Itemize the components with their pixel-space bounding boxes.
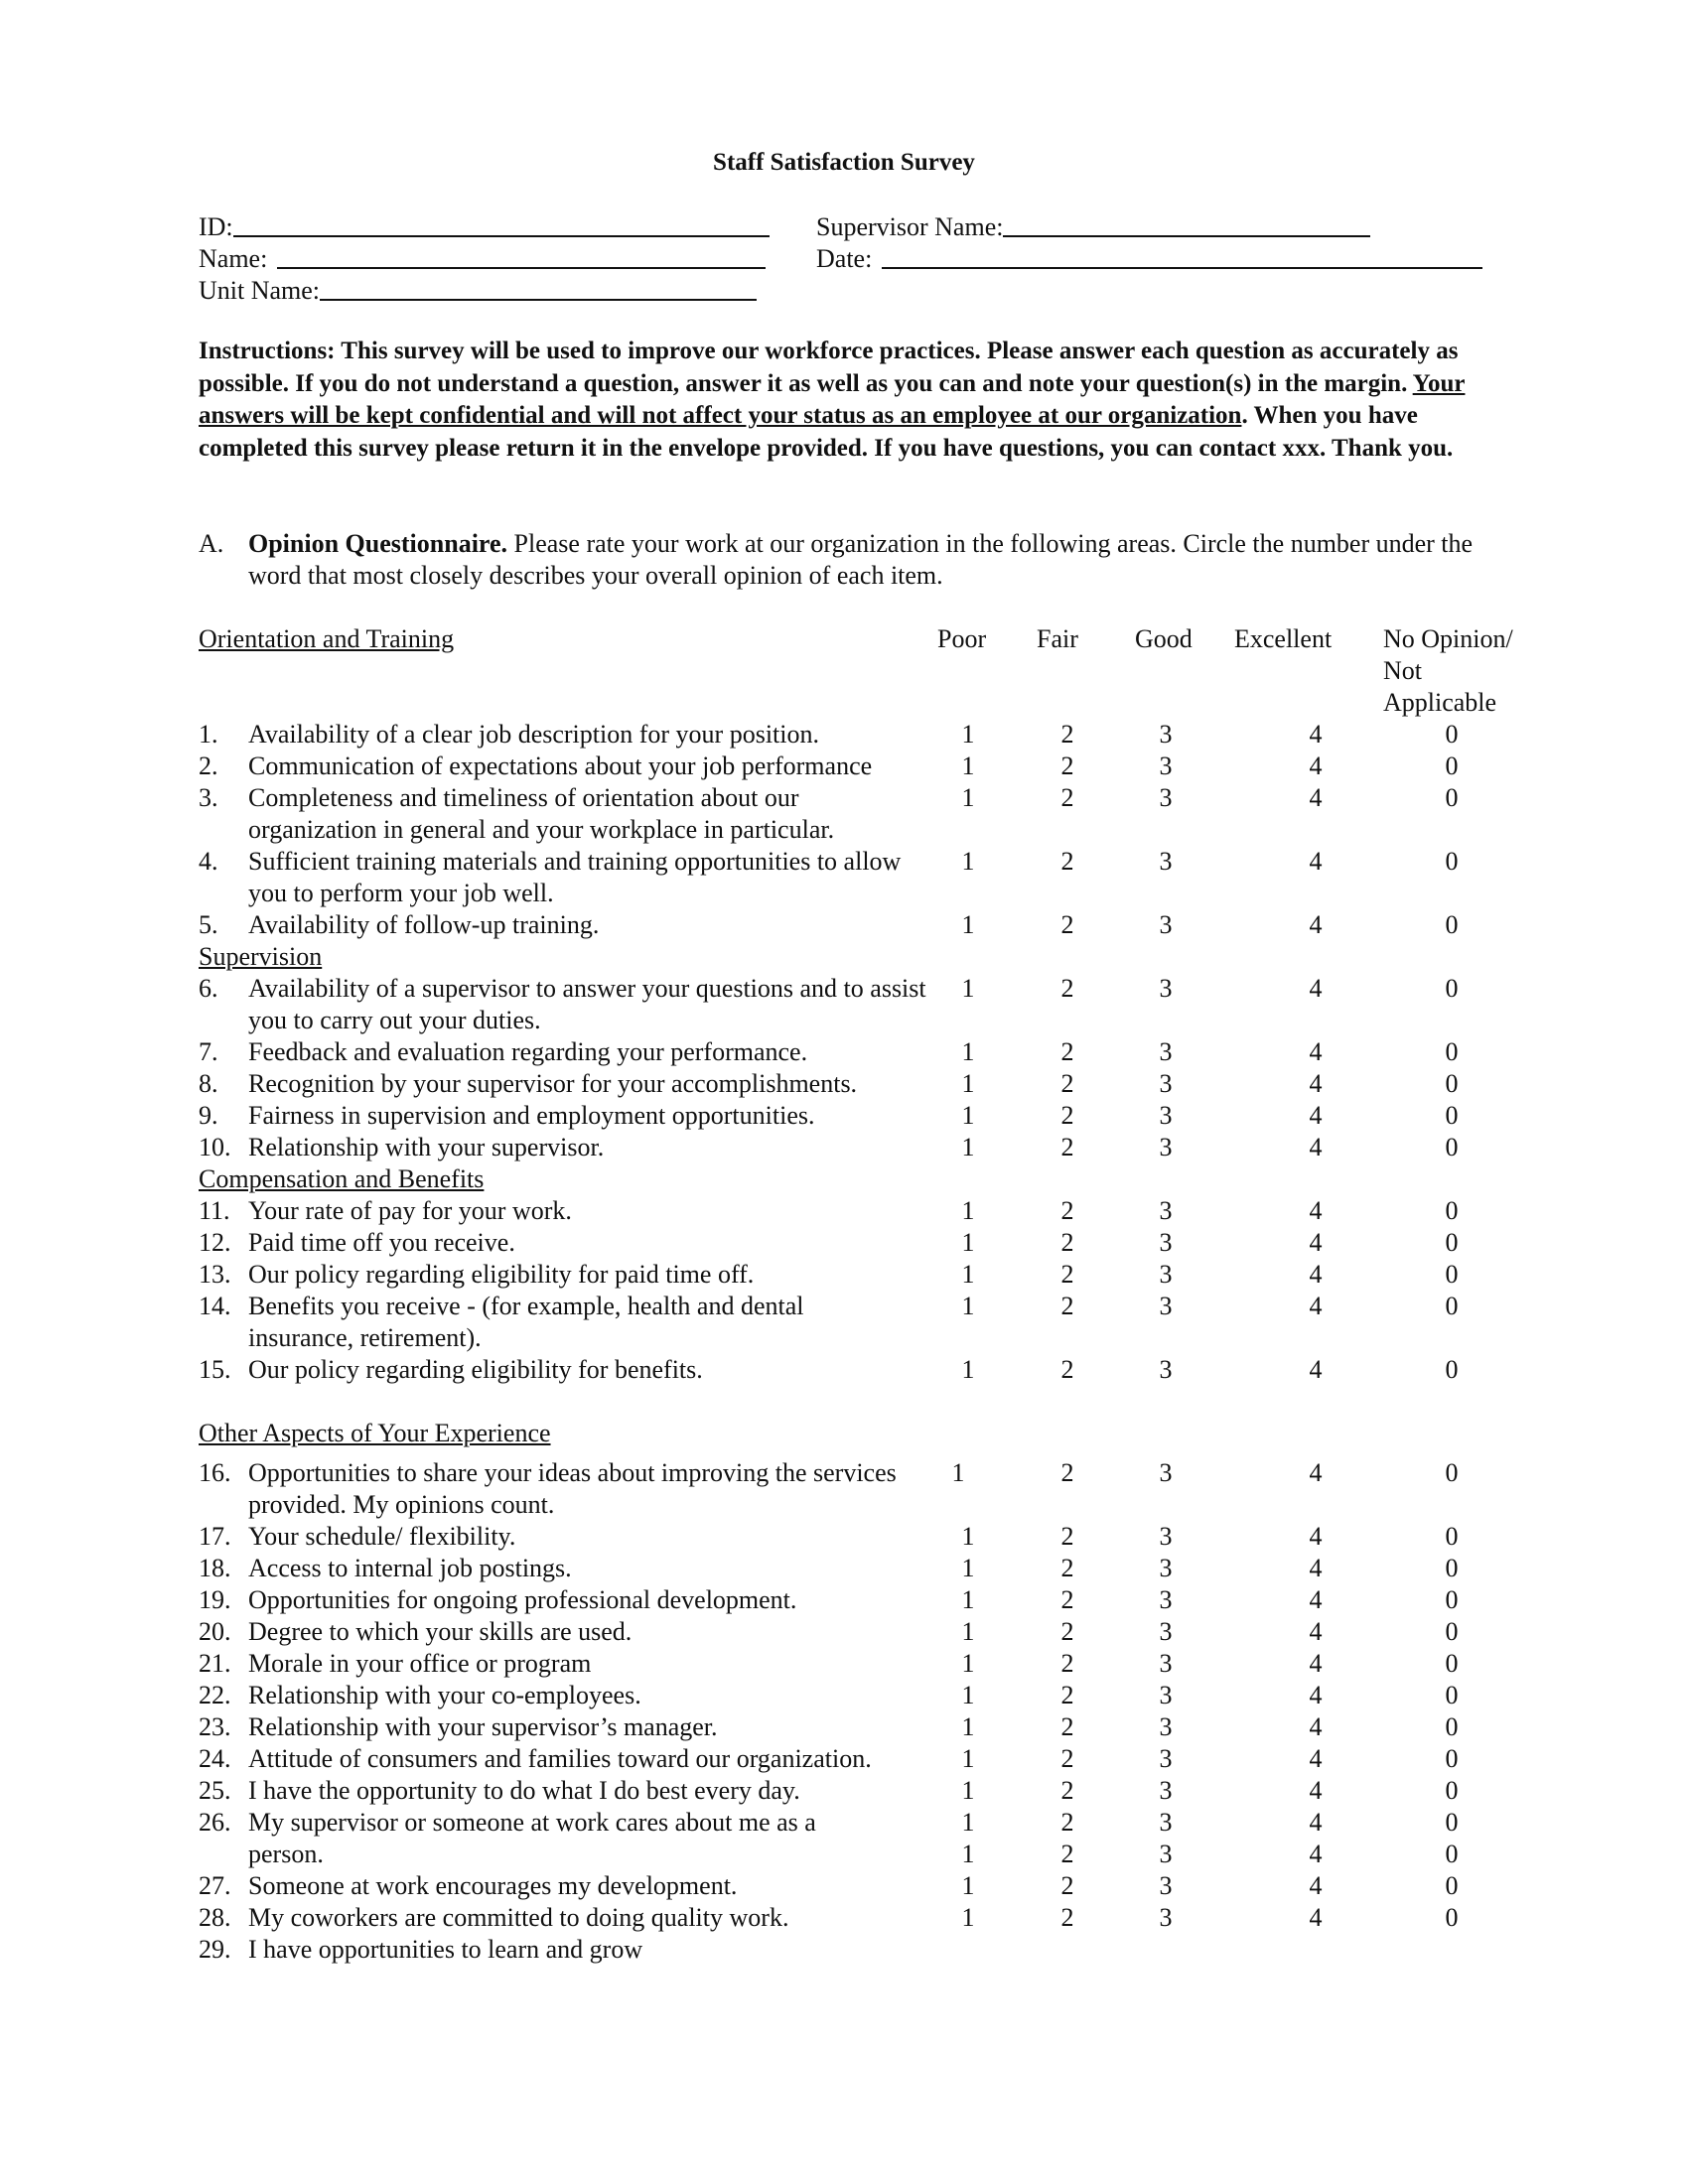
rating-1[interactable]: 1 xyxy=(961,1133,975,1161)
rating-4[interactable]: 4 xyxy=(1309,1808,1323,1837)
rating-3[interactable]: 3 xyxy=(1159,910,1173,939)
rating-4[interactable]: 4 xyxy=(1309,1871,1323,1900)
col-header-good: Good xyxy=(1135,624,1193,653)
rating-3[interactable]: 3 xyxy=(1159,1649,1173,1678)
rating-1[interactable]: 1 xyxy=(961,783,975,812)
rating-2[interactable]: 2 xyxy=(1060,783,1074,812)
rating-0[interactable]: 0 xyxy=(1445,1037,1459,1066)
rating-0[interactable]: 0 xyxy=(1445,1681,1459,1709)
rating-1[interactable]: 1 xyxy=(961,1808,975,1837)
rating-0[interactable]: 0 xyxy=(1445,1522,1459,1551)
rating-1[interactable]: 1 xyxy=(961,1649,975,1678)
rating-2[interactable]: 2 xyxy=(1060,847,1074,876)
instructions-text: Instructions: This survey will be used to improve our workforce practices. Please answer each question as accurately as possible. If you do not understand a question, answer it as well as you can and note your question(s) in the margin. xyxy=(199,338,1459,397)
rating-4[interactable]: 4 xyxy=(1309,847,1323,876)
rating-2[interactable]: 2 xyxy=(1060,1903,1074,1932)
instructions-closing: . When you have completed this survey please return it in the envelope provided. If you have questions, you can contact xxx. Thank you. xyxy=(199,402,1454,462)
rating-1[interactable]: 1 xyxy=(961,847,975,876)
rating-1[interactable]: 1 xyxy=(961,1037,975,1066)
supervisor-name-field[interactable] xyxy=(816,212,1370,242)
rating-3[interactable]: 3 xyxy=(1159,847,1173,876)
rating-1[interactable]: 1 xyxy=(961,1292,975,1320)
rating-2[interactable]: 2 xyxy=(1060,1228,1074,1257)
rating-4[interactable]: 4 xyxy=(1309,1458,1323,1487)
rating-3[interactable]: 3 xyxy=(1159,1554,1173,1582)
rating-2[interactable]: 2 xyxy=(1060,1744,1074,1773)
rating-3[interactable]: 3 xyxy=(1159,1196,1173,1225)
rating-1[interactable]: 1 xyxy=(961,1228,975,1257)
rating-0[interactable]: 0 xyxy=(1445,1840,1459,1868)
supervisor-name-line[interactable] xyxy=(1003,234,1370,237)
rating-0[interactable]: 0 xyxy=(1445,910,1459,939)
rating-2[interactable]: 2 xyxy=(1060,720,1074,749)
date-field[interactable] xyxy=(816,244,1482,274)
rating-4[interactable]: 4 xyxy=(1309,1196,1323,1225)
rating-4[interactable]: 4 xyxy=(1309,1585,1323,1614)
rating-2[interactable]: 2 xyxy=(1060,1133,1074,1161)
rating-1[interactable]: 1 xyxy=(961,1712,975,1741)
date-line[interactable] xyxy=(882,266,1482,269)
rating-0[interactable]: 0 xyxy=(1445,1458,1459,1487)
rating-1[interactable]: 1 xyxy=(961,1776,975,1805)
category-orientation: Orientation and Training xyxy=(199,624,455,653)
rating-3[interactable]: 3 xyxy=(1159,720,1173,749)
rating-1[interactable]: 1 xyxy=(961,1903,975,1932)
rating-2[interactable]: 2 xyxy=(1060,751,1074,780)
section-a xyxy=(199,528,1509,592)
rating-3[interactable]: 3 xyxy=(1159,1871,1173,1900)
rating-3[interactable]: 3 xyxy=(1159,1712,1173,1741)
section-a-heading: Opinion Questionnaire. xyxy=(248,529,508,558)
rating-2[interactable]: 2 xyxy=(1060,1585,1074,1614)
rating-0[interactable]: 0 xyxy=(1445,1196,1459,1225)
rating-4[interactable]: 4 xyxy=(1309,1101,1323,1130)
rating-4[interactable]: 4 xyxy=(1309,1776,1323,1805)
rating-1[interactable]: 1 xyxy=(961,751,975,780)
name-label: Name: xyxy=(199,244,268,273)
rating-3[interactable]: 3 xyxy=(1159,1292,1173,1320)
rating-0[interactable]: 0 xyxy=(1445,1069,1459,1098)
rating-4[interactable]: 4 xyxy=(1309,1037,1323,1066)
rating-1[interactable]: 1 xyxy=(961,910,975,939)
rating-2[interactable]: 2 xyxy=(1060,1260,1074,1289)
section-a-text: Please rate your work at our organization in the following areas. Circle the number under the word that most closely describes your overall opinion of each item. xyxy=(248,529,1474,590)
survey-page: Staff Satisfaction Survey ID: Name: Unit Name: Supervisor Name: Date: Instructions: This survey will be used to improve our workforce practices. Please answer each question as accurately as possible. If you do not understand a question, answer it as well as you can and note your question(s) in the margin. Your answers will be kept confidential and will not affect your status as an employee at our organization. When you have completed this survey please return it in the envelope provided. If you have questions, you can contact xxx. Thank you. A. Opinion Questionnaire. Please rate your work at our organization in the following areas. Circle the number under the word that most closely describes your overall opinion of each item. Orientation and Training Poor Fair Good Excellent No Opinion/ Not Applicable 1. Availability of a clear job description for your position. 1 2 3 4 0 2. Communication of expectations about your job performance 1 2 3 4 0 3. Completeness and timeliness of orientation about our organization in general and your workplace in particular. 1 2 3 4 0 4. Sufficient training materials and training opportunities to allow you to perform your job well. 1 2 3 4 0 5. Availability of follow-up training. 1 2 3 4 0 Supervision 6. Availability of a supervisor to answer your questions and to assist you to carry out your duties. 1 2 3 4 0 7. Feedback and evaluation regarding your performance. 1 2 3 4 0 8. Recognition by your supervisor for your accomplishments. 1 2 3 4 0 9. Fairness in supervision and employment opportunities. 1 2 3 4 0 10. Relationship with your supervisor. 1 2 3 4 0 Compensation and Benefits 11. Your rate of pay for your work. 1 2 3 4 0 12. Paid time off you receive. 1 2 3 4 0 13. Our policy regarding eligibility for paid time off. 1 2 3 4 0 14. Benefits you receive - (for example, health and dental insurance, retirement). 1 2 3 4 0 15. Our policy regarding eligibility for benefits. 1 2 3 4 0 Other Aspects of Your Experience 16. Opportunities to share your ideas about improving the services provided. My opinions count. 1 2 3 4 0 17. Your schedule/ flexibility. 1 2 3 4 0 18. Access to internal job postings. 1 2 3 4 0 19. Opportunities for ongoing professional development. 1 2 3 4 0 20. Degree to which your skills are used. 1 2 3 4 0 21. Morale in your office or program 1 2 3 4 0 22. Relationship with your co-employees. 1 2 3 4 0 23. Relationship with your supervisor’s manager. 1 2 3 4 0 24. Attitude of consumers and families toward our organization. 1 2 3 4 0 25. I have the opportunity to do what I do best every day. 1 2 3 4 0 26. My supervisor or someone at work cares about me as a 1 2 3 4 0 person. 1 2 3 4 0 27. Someone at work encourages my development. 1 2 3 4 0 28. My coworkers are committed to doing quality work. 1 2 3 4 0 29. I have opportunities to learn and grow xyxy=(0,0,1688,2184)
id-line[interactable] xyxy=(233,234,770,237)
rating-4[interactable]: 4 xyxy=(1309,1903,1323,1932)
rating-0[interactable]: 0 xyxy=(1445,720,1459,749)
rating-2[interactable]: 2 xyxy=(1060,1871,1074,1900)
rating-2[interactable]: 2 xyxy=(1060,1808,1074,1837)
rating-3[interactable]: 3 xyxy=(1159,1101,1173,1130)
name-line[interactable] xyxy=(277,266,766,269)
rating-4[interactable]: 4 xyxy=(1309,974,1323,1003)
rating-0[interactable]: 0 xyxy=(1445,1903,1459,1932)
rating-3[interactable]: 3 xyxy=(1159,1228,1173,1257)
rating-0[interactable]: 0 xyxy=(1445,1228,1459,1257)
rating-0[interactable]: 0 xyxy=(1445,751,1459,780)
rating-3[interactable]: 3 xyxy=(1159,974,1173,1003)
rating-1[interactable]: 1 xyxy=(961,1522,975,1551)
rating-3[interactable]: 3 xyxy=(1159,1458,1173,1487)
rating-1[interactable]: 1 xyxy=(961,1554,975,1582)
rating-3[interactable]: 3 xyxy=(1159,751,1173,780)
rating-4[interactable]: 4 xyxy=(1309,751,1323,780)
col-header-excellent: Excellent xyxy=(1234,624,1333,653)
rating-2[interactable]: 2 xyxy=(1060,1458,1074,1487)
rating-3[interactable]: 3 xyxy=(1159,1776,1173,1805)
rating-1[interactable]: 1 xyxy=(961,1101,975,1130)
rating-1[interactable]: 1 xyxy=(961,1069,975,1098)
col-header-fair: Fair xyxy=(1037,624,1078,653)
unit-name-line[interactable] xyxy=(320,298,757,301)
rating-3[interactable]: 3 xyxy=(1159,1903,1173,1932)
rating-4[interactable]: 4 xyxy=(1309,720,1323,749)
rating-0[interactable]: 0 xyxy=(1445,1585,1459,1614)
rating-4[interactable]: 4 xyxy=(1309,1649,1323,1678)
col-header-poor: Poor xyxy=(937,624,987,653)
rating-3[interactable]: 3 xyxy=(1159,1617,1173,1646)
rating-1[interactable]: 1 xyxy=(961,1681,975,1709)
rating-4[interactable]: 4 xyxy=(1309,1840,1323,1868)
rating-1[interactable]: 1 xyxy=(961,1617,975,1646)
section-a-label: A. xyxy=(199,529,224,558)
rating-2[interactable]: 2 xyxy=(1060,1069,1074,1098)
name-field[interactable] xyxy=(199,244,766,274)
rating-1[interactable]: 1 xyxy=(961,1840,975,1868)
rating-4[interactable]: 4 xyxy=(1309,1292,1323,1320)
rating-4[interactable]: 4 xyxy=(1309,1228,1323,1257)
rating-2[interactable]: 2 xyxy=(1060,1712,1074,1741)
rating-0[interactable]: 0 xyxy=(1445,974,1459,1003)
supervisor-name-label: Supervisor Name: xyxy=(816,212,1004,241)
rating-2[interactable]: 2 xyxy=(1060,910,1074,939)
rating-2[interactable]: 2 xyxy=(1060,1037,1074,1066)
rating-4[interactable]: 4 xyxy=(1309,1069,1323,1098)
rating-0[interactable]: 0 xyxy=(1445,1649,1459,1678)
rating-1[interactable]: 1 xyxy=(961,1585,975,1614)
rating-2[interactable]: 2 xyxy=(1060,1196,1074,1225)
rating-1[interactable]: 1 xyxy=(961,1871,975,1900)
rating-4[interactable]: 4 xyxy=(1309,910,1323,939)
category-supervision: Supervision xyxy=(199,942,323,971)
rating-0[interactable]: 0 xyxy=(1445,1617,1459,1646)
rating-0[interactable]: 0 xyxy=(1445,1554,1459,1582)
rating-4[interactable]: 4 xyxy=(1309,1260,1323,1289)
rating-2[interactable]: 2 xyxy=(1060,1101,1074,1130)
rating-1[interactable]: 1 xyxy=(961,720,975,749)
rating-0[interactable]: 0 xyxy=(1445,1133,1459,1161)
rating-2[interactable]: 2 xyxy=(1060,974,1074,1003)
rating-0[interactable]: 0 xyxy=(1445,1808,1459,1837)
rating-4[interactable]: 4 xyxy=(1309,1522,1323,1551)
unit-name-label: Unit Name: xyxy=(199,276,321,305)
id-label: ID: xyxy=(199,212,233,241)
rating-2[interactable]: 2 xyxy=(1060,1617,1074,1646)
rating-4[interactable]: 4 xyxy=(1309,1744,1323,1773)
rating-0[interactable]: 0 xyxy=(1445,1744,1459,1773)
rating-2[interactable]: 2 xyxy=(1060,1776,1074,1805)
category-compensation: Compensation and Benefits xyxy=(199,1164,485,1193)
rating-0[interactable]: 0 xyxy=(1445,1712,1459,1741)
rating-2[interactable]: 2 xyxy=(1060,1355,1074,1384)
rating-4[interactable]: 4 xyxy=(1309,1617,1323,1646)
rating-4[interactable]: 4 xyxy=(1309,783,1323,812)
rating-4[interactable]: 4 xyxy=(1309,1355,1323,1384)
rating-2[interactable]: 2 xyxy=(1060,1292,1074,1320)
rating-3[interactable]: 3 xyxy=(1159,1355,1173,1384)
rating-3[interactable]: 3 xyxy=(1159,783,1173,812)
rating-3[interactable]: 3 xyxy=(1159,1069,1173,1098)
rating-0[interactable]: 0 xyxy=(1445,783,1459,812)
rating-3[interactable]: 3 xyxy=(1159,1840,1173,1868)
rating-0[interactable]: 0 xyxy=(1445,847,1459,876)
rating-0[interactable]: 0 xyxy=(1445,1101,1459,1130)
rating-2[interactable]: 2 xyxy=(1060,1681,1074,1709)
rating-3[interactable]: 3 xyxy=(1159,1744,1173,1773)
rating-1[interactable]: 1 xyxy=(961,1260,975,1289)
col-header-no-opinion: No Opinion/ Not Applicable xyxy=(1383,624,1513,717)
rating-0[interactable]: 0 xyxy=(1445,1871,1459,1900)
rating-1[interactable]: 1 xyxy=(951,1458,965,1487)
rating-1[interactable]: 1 xyxy=(961,974,975,1003)
rating-2[interactable]: 2 xyxy=(1060,1840,1074,1868)
page-title: Staff Satisfaction Survey xyxy=(713,149,975,176)
rating-0[interactable]: 0 xyxy=(1445,1355,1459,1384)
id-field[interactable] xyxy=(199,212,770,242)
rating-3[interactable]: 3 xyxy=(1159,1133,1173,1161)
rating-1[interactable]: 1 xyxy=(961,1355,975,1384)
unit-name-field[interactable] xyxy=(199,276,757,306)
date-label: Date: xyxy=(816,244,873,273)
rating-1[interactable]: 1 xyxy=(961,1196,975,1225)
rating-2[interactable]: 2 xyxy=(1060,1554,1074,1582)
rating-0[interactable]: 0 xyxy=(1445,1260,1459,1289)
confidentiality-note: Your answers will be kept confidential and will not affect your status as an employee at our organization xyxy=(199,369,1466,429)
rating-1[interactable]: 1 xyxy=(961,1744,975,1773)
category-other: Other Aspects of Your Experience xyxy=(199,1419,551,1447)
rating-3[interactable]: 3 xyxy=(1159,1585,1173,1614)
rating-0[interactable]: 0 xyxy=(1445,1292,1459,1320)
rating-2[interactable]: 2 xyxy=(1060,1649,1074,1678)
rating-3[interactable]: 3 xyxy=(1159,1522,1173,1551)
rating-3[interactable]: 3 xyxy=(1159,1037,1173,1066)
instructions xyxy=(199,336,1489,465)
rating-3[interactable]: 3 xyxy=(1159,1808,1173,1837)
rating-4[interactable]: 4 xyxy=(1309,1712,1323,1741)
rating-4[interactable]: 4 xyxy=(1309,1133,1323,1161)
rating-3[interactable]: 3 xyxy=(1159,1260,1173,1289)
rating-0[interactable]: 0 xyxy=(1445,1776,1459,1805)
rating-3[interactable]: 3 xyxy=(1159,1681,1173,1709)
rating-4[interactable]: 4 xyxy=(1309,1554,1323,1582)
rating-4[interactable]: 4 xyxy=(1309,1681,1323,1709)
rating-2[interactable]: 2 xyxy=(1060,1522,1074,1551)
